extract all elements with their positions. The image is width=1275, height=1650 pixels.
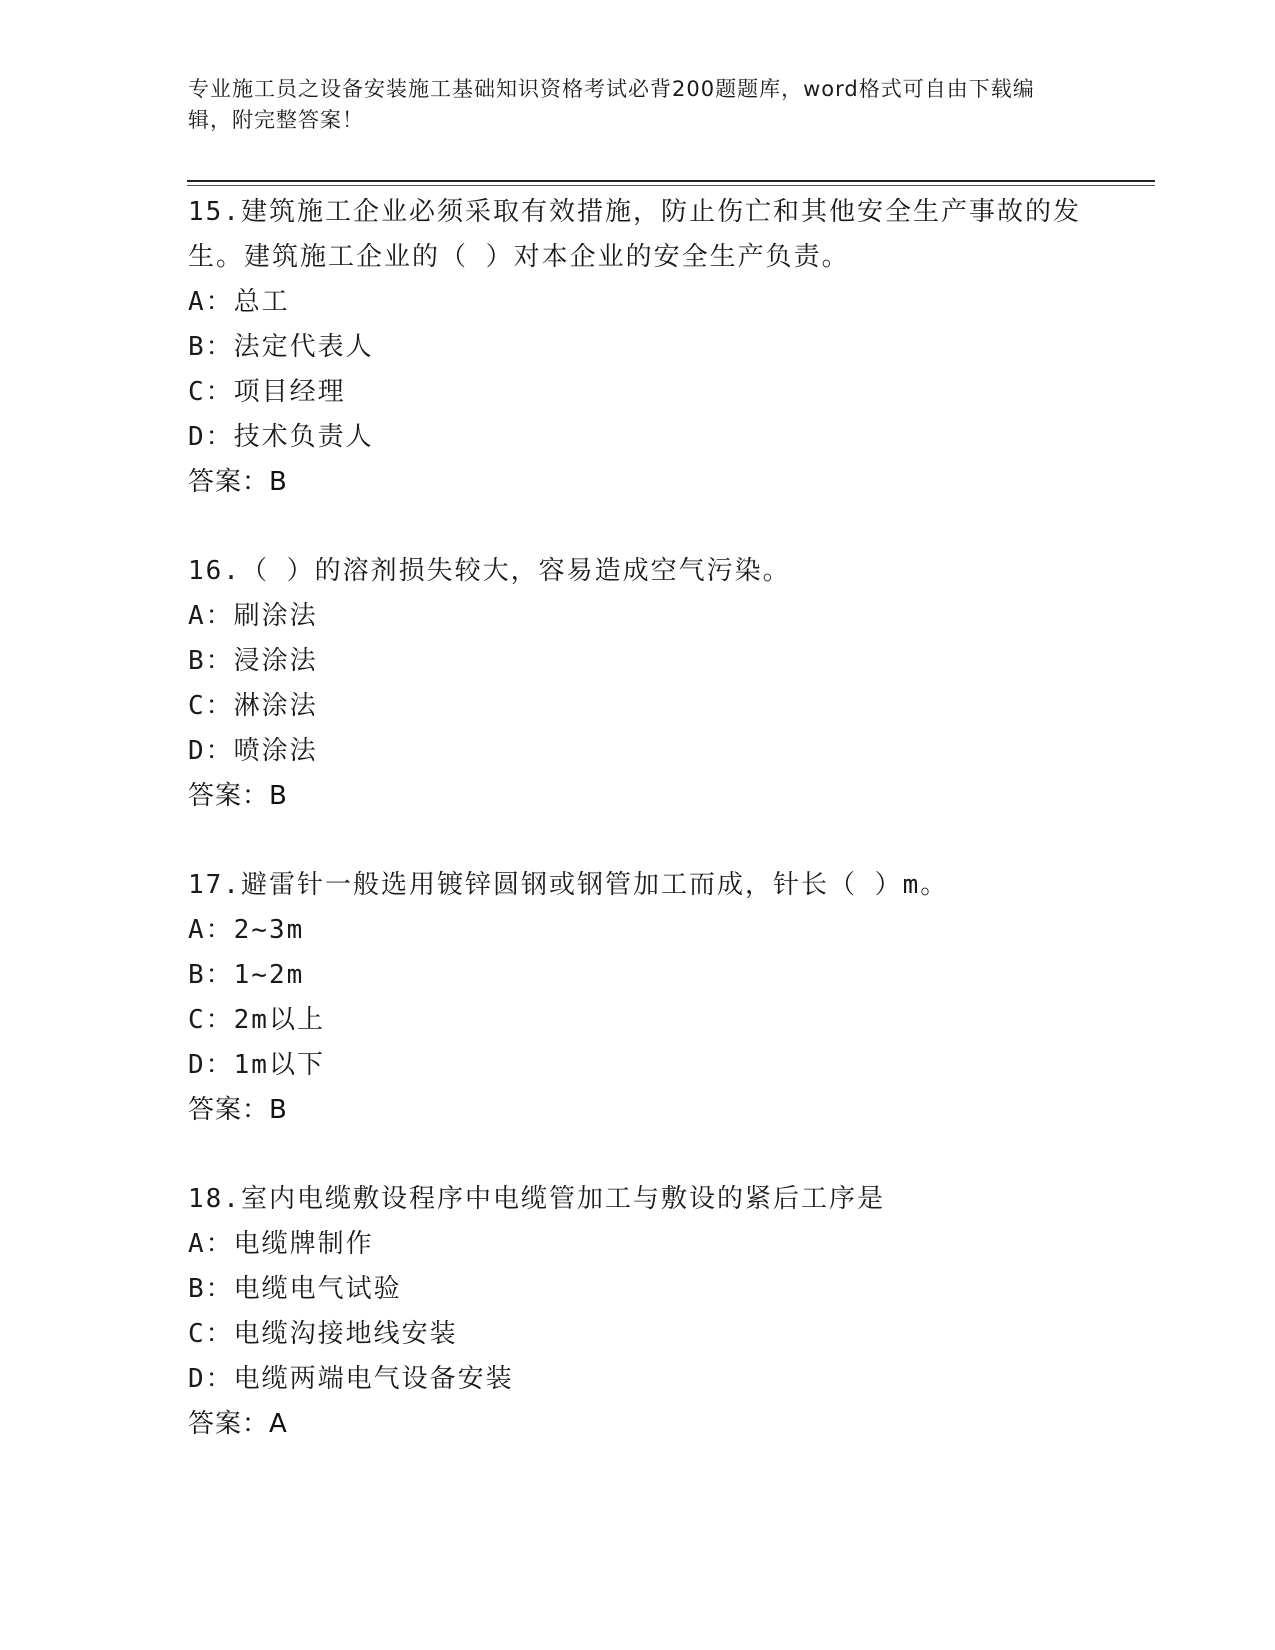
- question-18: [188, 1177, 1128, 1447]
- answer-line: 答案：B: [188, 1095, 288, 1125]
- option-letter: C：: [188, 377, 234, 407]
- option-a: [188, 280, 1128, 325]
- option-d: [188, 415, 1128, 460]
- question-15: [188, 190, 1128, 505]
- option-text: 淋涂法: [233, 691, 318, 721]
- option-letter: C：: [188, 1319, 234, 1349]
- option-text: 刷涂法: [233, 601, 318, 631]
- option-d: [188, 1043, 1128, 1088]
- option-letter: B：: [188, 646, 234, 676]
- option-text: 2~3m: [233, 915, 305, 945]
- option-letter: B：: [188, 1274, 234, 1304]
- header-divider-thin: [187, 185, 1155, 186]
- option-d: [188, 729, 1128, 774]
- option-b: [188, 325, 1128, 370]
- option-list: [188, 280, 1128, 460]
- option-letter: D：: [188, 1364, 234, 1394]
- option-a: [188, 908, 1128, 953]
- option-a: [188, 1222, 1128, 1267]
- option-text: 2m以上: [233, 1005, 325, 1035]
- answer-line: 答案：B: [188, 467, 288, 497]
- option-b: [188, 1267, 1128, 1312]
- option-letter: C：: [188, 691, 234, 721]
- option-d: [188, 1357, 1128, 1402]
- option-a: [188, 594, 1128, 639]
- option-text: 技术负责人: [233, 422, 374, 452]
- question-stem: 17.避雷针一般选用镀锌圆钢或钢管加工而成，针长（ ）m。: [188, 870, 949, 900]
- option-c: [188, 370, 1128, 415]
- option-text: 法定代表人: [233, 332, 374, 362]
- answer-line: 答案：B: [188, 781, 288, 811]
- header-divider-thick: [187, 180, 1155, 182]
- option-text: 电缆电气试验: [233, 1274, 402, 1304]
- option-text: 电缆牌制作: [233, 1229, 374, 1259]
- option-text: 电缆沟接地线安装: [233, 1319, 458, 1349]
- option-letter: A：: [188, 601, 234, 631]
- option-letter: B：: [188, 960, 234, 990]
- option-letter: D：: [188, 422, 234, 452]
- option-b: [188, 953, 1128, 998]
- option-list: [188, 594, 1128, 774]
- option-text: 电缆两端电气设备安装: [233, 1364, 514, 1394]
- option-text: 总工: [233, 287, 290, 317]
- option-text: 浸涂法: [233, 646, 318, 676]
- option-text: 1m以下: [233, 1050, 325, 1080]
- question-16: [188, 549, 1128, 819]
- question-stem: 15.建筑施工企业必须采取有效措施，防止伤亡和其他安全生产事故的发生。建筑施工企业的（ ）对本企业的安全生产负责。: [188, 197, 1081, 272]
- option-text: 喷涂法: [233, 736, 318, 766]
- option-text: 1~2m: [233, 960, 305, 990]
- option-letter: D：: [188, 1050, 234, 1080]
- option-c: [188, 1312, 1128, 1357]
- option-letter: A：: [188, 915, 234, 945]
- option-letter: B：: [188, 332, 234, 362]
- option-letter: A：: [188, 287, 234, 317]
- option-list: [188, 908, 1128, 1088]
- option-letter: D：: [188, 736, 234, 766]
- option-letter: C：: [188, 1005, 234, 1035]
- question-stem: 16.（ ）的溶剂损失较大，容易造成空气污染。: [188, 556, 791, 586]
- option-b: [188, 639, 1128, 684]
- option-c: [188, 998, 1128, 1043]
- question-list: [188, 190, 1128, 1491]
- answer-line: 答案：A: [188, 1409, 288, 1439]
- document-header: 专业施工员之设备安装施工基础知识资格考试必背200题题库，word格式可自由下载编辑，附完整答案！: [188, 77, 1035, 132]
- option-list: [188, 1222, 1128, 1402]
- option-c: [188, 684, 1128, 729]
- option-text: 项目经理: [233, 377, 346, 407]
- option-letter: A：: [188, 1229, 234, 1259]
- question-17: [188, 863, 1128, 1133]
- question-stem: 18.室内电缆敷设程序中电缆管加工与敷设的紧后工序是: [188, 1184, 885, 1214]
